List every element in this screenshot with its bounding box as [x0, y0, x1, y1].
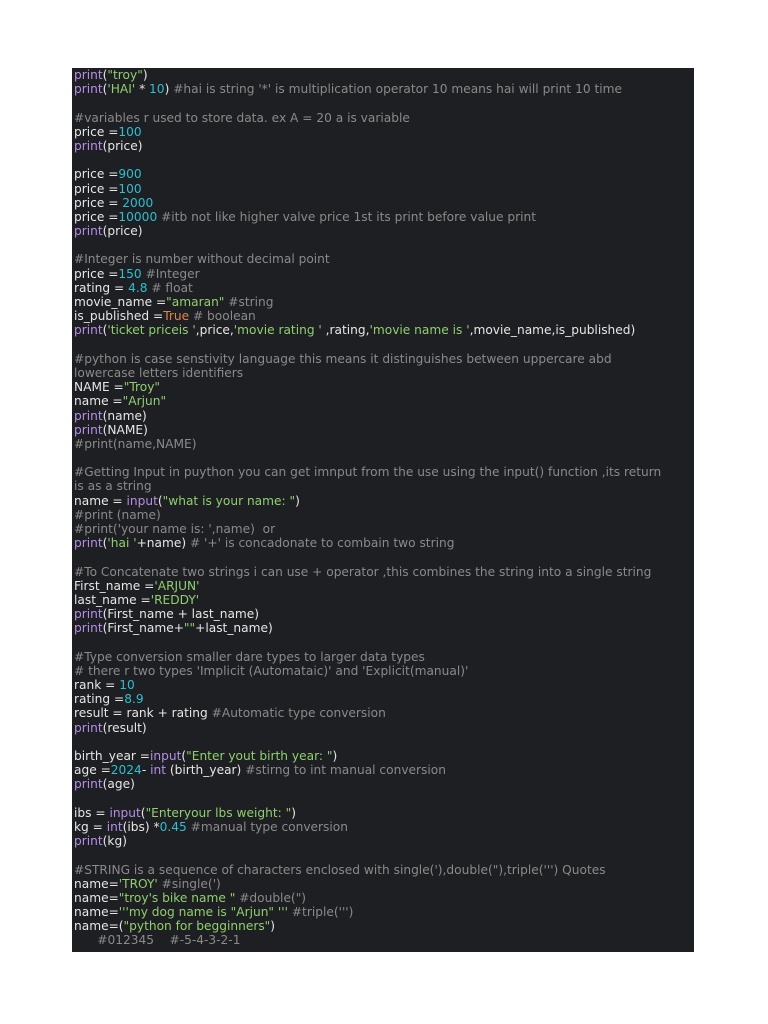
code-token: print — [74, 68, 103, 82]
code-line — [74, 182, 694, 196]
code-token: ) — [142, 68, 148, 82]
code-token: +last_name) — [195, 621, 273, 636]
code-token: "troy's bike name " — [118, 890, 236, 905]
code-line — [74, 167, 694, 181]
code-token: name= — [74, 905, 119, 920]
code-token: # boolean — [192, 309, 256, 324]
code-line — [74, 139, 694, 153]
code-token: (result) — [102, 720, 147, 735]
code-token: (price) — [102, 138, 143, 153]
code-line — [74, 877, 694, 891]
code-line — [74, 593, 694, 607]
code-token: #itb not like higher valve price 1st its print before value print — [161, 209, 537, 224]
code-line — [74, 323, 694, 337]
code-line — [74, 579, 694, 593]
code-line — [74, 692, 694, 706]
code-token: price = — [74, 124, 119, 139]
code-token: (First_name+ — [102, 621, 184, 636]
code-token: print — [74, 82, 103, 97]
code-token: ) — [291, 805, 296, 820]
code-token: #print (name) — [74, 507, 161, 522]
code-token: int — [150, 763, 166, 778]
code-token: name= — [74, 876, 119, 891]
code-token: ( — [102, 82, 108, 97]
code-line — [74, 650, 694, 664]
blank-line — [74, 153, 694, 167]
code-line — [74, 678, 694, 692]
code-token: name=( — [74, 919, 124, 934]
code-token: movie_name = — [74, 295, 167, 309]
code-line — [74, 267, 694, 281]
code-line — [74, 111, 694, 125]
code-line — [74, 437, 694, 451]
code-token: input — [150, 749, 182, 763]
code-token: print — [74, 607, 103, 622]
code-token: 10000 — [118, 209, 158, 224]
code-line — [74, 919, 694, 933]
code-line — [74, 763, 694, 777]
code-token: price = — [74, 209, 119, 224]
blank-line — [74, 238, 694, 252]
code-line — [74, 933, 694, 947]
code-token: "what is your name: " — [162, 493, 296, 508]
code-token: result = rank + rating — [74, 706, 212, 721]
blank-line — [74, 848, 694, 862]
code-token: ( — [140, 805, 146, 820]
code-token: (price) — [102, 224, 143, 239]
code-token: ) — [164, 82, 174, 97]
code-token: 100 — [118, 124, 142, 139]
code-line — [74, 423, 694, 437]
code-line — [74, 224, 694, 238]
code-token: 'ticket priceis ' — [107, 323, 196, 338]
code-line — [74, 125, 694, 139]
code-token: #python is case senstivity language this means it distinguishes between uppercare abd — [74, 351, 612, 366]
code-token: ( — [157, 493, 163, 508]
code-token: ) — [270, 919, 276, 934]
blank-line — [74, 735, 694, 749]
blank-line — [74, 338, 694, 352]
code-token: First_name = — [74, 578, 155, 593]
code-token: kg = — [74, 819, 107, 834]
code-token: print — [74, 834, 103, 849]
code-token: print — [74, 138, 103, 153]
code-line — [74, 252, 694, 266]
code-token: 'hai ' — [107, 536, 137, 551]
code-line — [74, 465, 694, 479]
code-token: #Integer — [145, 266, 200, 281]
code-token: ibs = — [74, 805, 110, 820]
code-token: print — [74, 224, 103, 239]
code-token: (age) — [102, 777, 135, 792]
code-token: int — [106, 819, 123, 834]
code-token: (NAME) — [102, 422, 148, 437]
code-token: "python for begginners" — [123, 919, 271, 934]
code-line — [74, 494, 694, 508]
code-line — [74, 522, 694, 536]
code-token: ) — [332, 749, 338, 763]
code-token: print — [74, 408, 103, 423]
code-token: * — [135, 82, 150, 97]
code-line — [74, 863, 694, 877]
blank-line — [74, 451, 694, 465]
code-token: print — [74, 422, 103, 437]
code-token: #single(') — [161, 876, 221, 891]
code-token: #print(name,NAME) — [74, 436, 197, 451]
code-line — [74, 664, 694, 678]
code-token: 10 — [149, 82, 165, 97]
code-line — [74, 210, 694, 224]
code-token: #variables r used to store data. ex A = 20 a is variable — [74, 110, 410, 125]
code-token: is as a string — [74, 479, 152, 494]
code-token: (name) — [102, 408, 147, 423]
blank-line — [74, 636, 694, 650]
code-token: 900 — [118, 167, 142, 182]
code-line — [74, 721, 694, 735]
code-token: #print('your name is: ',name) or — [74, 522, 276, 536]
blank-line — [74, 96, 694, 110]
code-token: "Enteryour lbs weight: " — [145, 805, 292, 820]
code-token: "" — [183, 621, 196, 636]
code-token: 2000 — [122, 195, 154, 210]
code-token: +name) — [136, 536, 190, 551]
code-line — [74, 806, 694, 820]
code-line — [74, 409, 694, 423]
code-token: # float — [151, 280, 193, 295]
code-token: #Getting Input in puython you can get imnput from the use using the input() function ,its return — [74, 465, 662, 480]
code-token: print — [74, 777, 103, 792]
code-token: (birth_year) — [166, 763, 246, 778]
code-token: ,price, — [195, 323, 234, 338]
code-token: 'REDDY' — [150, 592, 200, 607]
code-token: 'ARJUN' — [154, 578, 200, 593]
code-token: #hai is string '*' is multiplication operator 10 means hai will print 10 time — [173, 82, 622, 97]
code-token: birth_year = — [74, 749, 151, 763]
code-line — [74, 281, 694, 295]
code-line — [74, 295, 694, 309]
code-line — [74, 352, 694, 366]
code-token: ) — [295, 493, 300, 508]
code-token: "amaran" — [166, 295, 225, 309]
code-line — [74, 905, 694, 919]
code-line — [74, 777, 694, 791]
code-token: price = — [74, 266, 119, 281]
code-token: print — [74, 720, 103, 735]
code-line — [74, 565, 694, 579]
code-token: ,movie_name,is_published) — [469, 323, 636, 338]
code-line — [74, 820, 694, 834]
code-token: 'movie name is ' — [369, 323, 470, 338]
code-token: #Integer is number without decimal point — [74, 252, 330, 267]
code-token: '''my dog name is "Arjun" ''' — [118, 905, 288, 920]
code-line — [74, 536, 694, 550]
code-token: #manual type conversion — [190, 819, 348, 834]
code-token: #double(") — [239, 890, 307, 905]
code-token: 4.8 — [128, 280, 148, 295]
code-token: #triple(''') — [291, 905, 354, 920]
code-line — [74, 366, 694, 380]
code-token: 'TROY' — [118, 876, 158, 891]
blank-line — [74, 550, 694, 564]
code-line — [74, 394, 694, 408]
code-token: 2024 — [110, 763, 142, 778]
code-token: print — [74, 323, 103, 338]
code-token: (kg) — [102, 834, 127, 849]
code-token: age = — [74, 763, 111, 778]
code-token: #012345 #-5-4-3-2-1 — [74, 933, 241, 948]
code-line — [74, 196, 694, 210]
code-token: ( — [102, 323, 108, 338]
code-token: #Type conversion smaller dare types to larger data types — [74, 649, 425, 664]
code-token: "Troy" — [123, 380, 161, 395]
code-token: input — [126, 493, 158, 508]
code-line — [74, 479, 694, 493]
code-token: price = — [74, 195, 123, 210]
code-token: (ibs) * — [122, 819, 160, 834]
code-token: last_name = — [74, 592, 151, 607]
code-token: # '+' is concadonate to combain two string — [189, 536, 455, 551]
code-line — [74, 834, 694, 848]
code-token: 100 — [118, 181, 142, 196]
code-token: print — [74, 621, 103, 636]
code-line — [74, 621, 694, 635]
code-token: NAME = — [74, 380, 124, 395]
code-token: name= — [74, 890, 119, 905]
code-token: 8.9 — [124, 692, 144, 707]
code-token: #STRING is a sequence of characters enclosed with single('),double("),triple(''') Quotes — [74, 862, 606, 877]
blank-line — [74, 792, 694, 806]
code-token: #stirng to int manual conversion — [245, 763, 446, 778]
code-token: ,rating, — [321, 323, 370, 338]
code-token: name = — [74, 394, 123, 409]
code-token: True — [163, 309, 190, 324]
code-token: print — [74, 536, 103, 551]
code-token: #string — [228, 295, 274, 309]
code-token: - — [141, 763, 151, 778]
code-token: ( — [102, 68, 108, 82]
code-line — [74, 891, 694, 905]
code-token: #Automatic type conversion — [211, 706, 386, 721]
code-token: "troy" — [107, 68, 143, 82]
code-token: (First_name + last_name) — [102, 607, 260, 622]
code-token: #To Concatenate two strings i can use + operator ,this combines the string into a single string — [74, 564, 652, 579]
code-token: rank = — [74, 678, 120, 693]
code-line — [74, 380, 694, 394]
code-token: lowercase letters identifiers — [74, 365, 244, 380]
code-token: 'HAI' — [107, 82, 136, 97]
code-line — [74, 749, 694, 763]
code-line — [74, 607, 694, 621]
code-token: name = — [74, 493, 127, 508]
code-line — [74, 68, 694, 82]
code-line — [74, 508, 694, 522]
code-token: ( — [102, 536, 108, 551]
code-token: 'movie rating ' — [233, 323, 322, 338]
code-token: price = — [74, 167, 119, 182]
code-token: 10 — [119, 678, 135, 693]
code-token: "Enter yout birth year: " — [186, 749, 333, 763]
code-token: input — [109, 805, 141, 820]
code-line — [74, 82, 694, 96]
code-token: is_published = — [74, 309, 164, 324]
code-editor-panel — [72, 68, 694, 952]
code-token: # there r two types 'Implicit (Automataic)' and 'Explicit(manual)' — [74, 663, 469, 678]
code-token: 150 — [118, 266, 142, 281]
code-line — [74, 706, 694, 720]
code-token: rating = — [74, 280, 129, 295]
code-line — [74, 309, 694, 323]
code-token: 0.45 — [159, 819, 187, 834]
code-token: rating = — [74, 692, 125, 707]
code-token: ( — [181, 749, 187, 763]
code-block — [74, 68, 694, 948]
code-token: "Arjun" — [122, 394, 167, 409]
code-token: price = — [74, 181, 119, 196]
